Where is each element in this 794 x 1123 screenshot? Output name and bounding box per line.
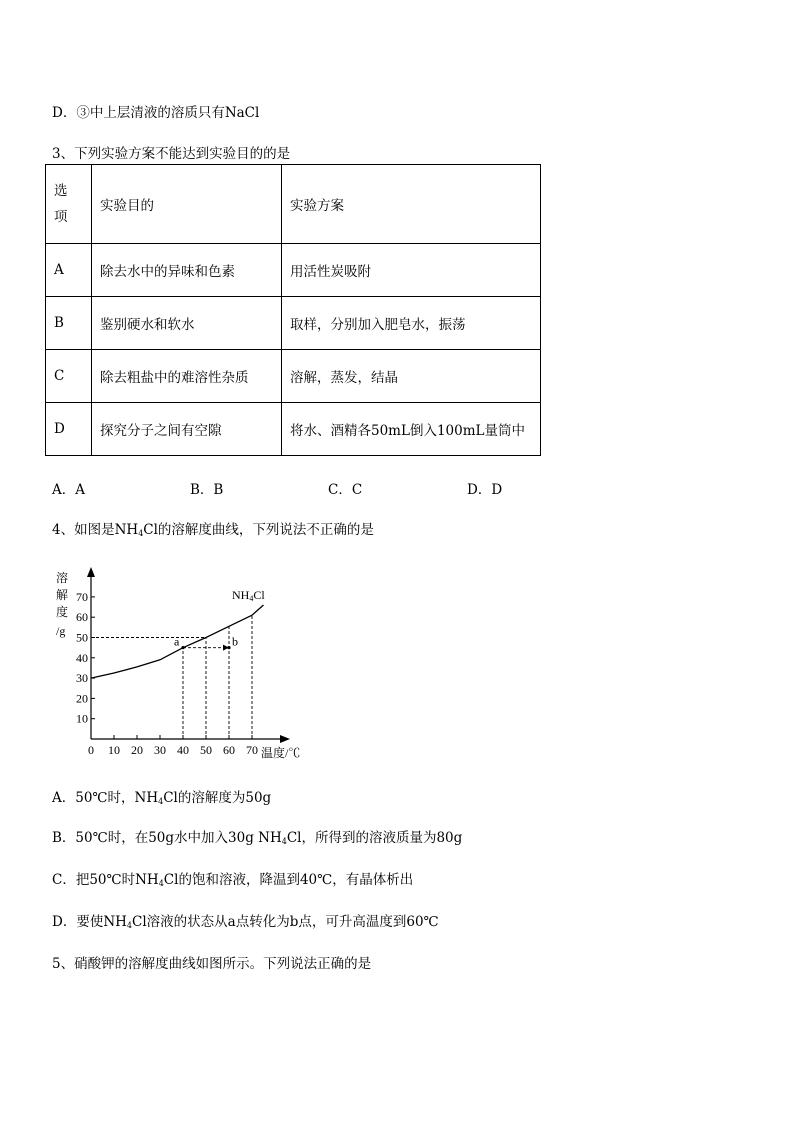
- q4-d-pre: D．要使NH: [52, 914, 127, 930]
- header-option-text: 选项: [54, 183, 68, 225]
- q4-a-pre: A．50℃时，NH: [52, 790, 159, 806]
- header-goal: 实验目的: [92, 165, 282, 244]
- row-goal: 鉴别硬水和软水: [92, 297, 282, 350]
- x-axis-arrow: [280, 735, 290, 743]
- q2-option-d: D．③中上层清液的溶质只有NaCl: [52, 105, 260, 121]
- row-goal: 探究分子之间有空隙: [92, 403, 282, 456]
- table-row: [46, 297, 541, 350]
- q4-b-sub: 4: [281, 837, 287, 846]
- table-row: [46, 403, 541, 456]
- point-a: [181, 646, 184, 649]
- row-option: B: [46, 297, 92, 350]
- q4-stem-pre: 4、如图是NH: [52, 522, 139, 538]
- q4-option-b: [52, 826, 462, 846]
- y-tick-label: 40: [76, 650, 88, 665]
- series-label-post: Cl: [253, 588, 265, 602]
- point-label-b: b: [232, 634, 238, 649]
- point-b: [227, 646, 230, 649]
- header-option: [46, 165, 92, 244]
- x-tick-label: 10: [108, 743, 120, 757]
- x-tick-label: 0: [88, 743, 94, 757]
- q3-choice-c: C．C: [328, 482, 363, 498]
- point-label-a: a: [174, 634, 180, 649]
- row-goal: 除去粗盐中的难溶性杂质: [92, 350, 282, 403]
- row-plan: 用活性炭吸附: [282, 244, 541, 297]
- q3-stem: 3、下列实验方案不能达到实验目的的是: [52, 146, 291, 162]
- table-row: [46, 244, 541, 297]
- q4-c-pre: C．把50℃时NH: [52, 872, 159, 888]
- row-option: C: [46, 350, 92, 403]
- row-plan: 将水、酒精各50mL倒入100mL量筒中: [282, 403, 541, 456]
- q3-choice-d: D．D: [467, 482, 503, 498]
- x-tick-label: 20: [131, 743, 143, 757]
- table-header-row: [46, 165, 541, 244]
- row-option: D: [46, 403, 92, 456]
- x-tick-label: 40: [177, 743, 189, 757]
- q4-a-post: Cl的溶解度为50g: [163, 790, 272, 806]
- q4-stem: [52, 518, 374, 538]
- ylabel-char: 解: [56, 588, 69, 602]
- q4-stem-post: Cl的溶解度曲线，下列说法不正确的是: [143, 522, 374, 538]
- series-label: [232, 588, 265, 603]
- ylabel-char: 溶: [56, 571, 69, 585]
- row-plan: 取样，分别加入肥皂水，振荡: [282, 297, 541, 350]
- q4-c-sub: 4: [158, 879, 164, 888]
- x-tick-label: 30: [154, 743, 166, 757]
- q5-stem: 5、硝酸钾的溶解度曲线如图所示。下列说法正确的是: [52, 956, 372, 972]
- x-tick-label: 50: [200, 743, 212, 757]
- q4-b-pre: B．50℃时，在50g水中加入30g NH: [52, 830, 282, 846]
- q4-d-post: Cl溶液的状态从a点转化为b点，可升高温度到60℃: [132, 914, 439, 930]
- y-axis-arrow: [87, 567, 95, 577]
- series-label-pre: NH: [232, 588, 250, 602]
- solubility-chart: [52, 565, 322, 765]
- y-axis-label: [56, 570, 68, 638]
- y-tick-label: 30: [76, 671, 88, 686]
- row-goal: 除去水中的异味和色素: [92, 244, 282, 297]
- y-tick-label: 10: [76, 711, 88, 726]
- y-tick-label: 50: [76, 630, 88, 645]
- q4-option-d: [52, 910, 439, 930]
- q4-option-a: [52, 786, 271, 806]
- ylabel-char: /g: [56, 624, 66, 638]
- q4-c-post: Cl的饱和溶液，降温到40℃，有晶体析出: [163, 872, 414, 888]
- q3-choice-a: A．A: [52, 482, 85, 498]
- x-tick-label: 60: [223, 743, 235, 757]
- q3-choice-b: B．B: [190, 482, 224, 498]
- q4-a-sub: 4: [158, 797, 164, 806]
- y-tick-label: 20: [76, 691, 88, 706]
- q4-stem-sub: 4: [138, 529, 144, 538]
- series-label-sub: 4: [249, 594, 254, 603]
- y-tick-label: 60: [76, 610, 88, 625]
- table-row: [46, 350, 541, 403]
- row-option: A: [46, 244, 92, 297]
- q4-option-c: [52, 868, 413, 888]
- row-plan: 溶解，蒸发，结晶: [282, 350, 541, 403]
- header-plan: 实验方案: [282, 165, 541, 244]
- x-tick-label: 70: [246, 743, 258, 757]
- x-axis-label: 温度/℃: [261, 746, 301, 760]
- y-tick-label: 70: [76, 589, 88, 604]
- q4-b-post: Cl，所得到的溶液质量为80g: [286, 830, 463, 846]
- q4-d-sub: 4: [126, 921, 133, 930]
- ylabel-char: 度: [56, 605, 69, 619]
- q3-table: [45, 164, 541, 456]
